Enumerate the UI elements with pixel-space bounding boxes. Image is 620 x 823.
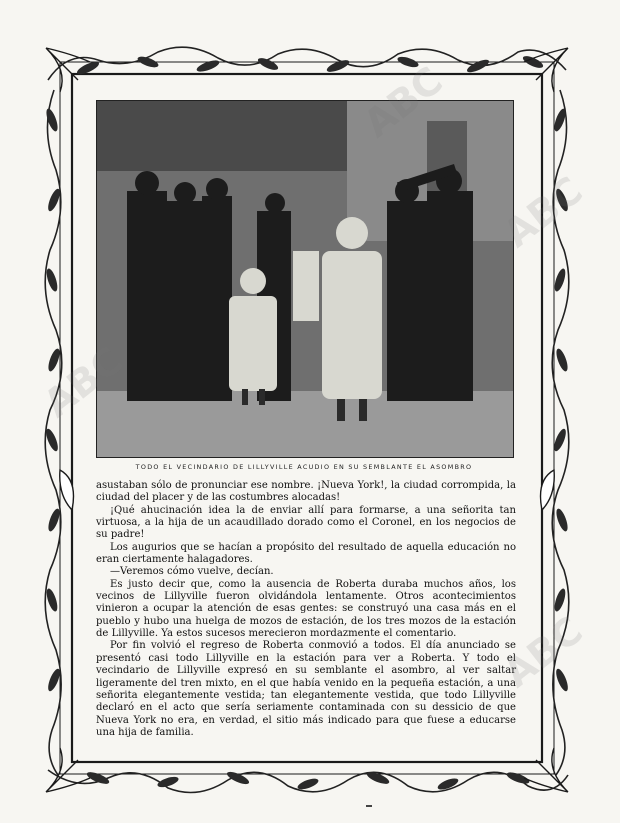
watermark: ABC bbox=[495, 608, 591, 696]
watermark: ABC bbox=[35, 338, 131, 426]
watermark: ABC bbox=[495, 168, 591, 256]
article-paragraph: Los augurios que se hacían a propósito del resultado de aquella educación no eran ciertamente halagadores. bbox=[96, 541, 516, 566]
crowd-photo-icon bbox=[97, 101, 513, 457]
article-paragraph: —Veremos cómo vuelve, decían. bbox=[110, 566, 274, 578]
article-paragraph: asustaban sólo de pronunciar ese nombre. ¡Nueva York!, la ciudad corrompida, la ciudad del placer y de las costumbres alocadas! bbox=[96, 480, 516, 504]
article-paragraph: ¡Qué ahucinación idea la de enviar allí para formarse, a una señorita tan virtuosa, a la hija de un acaudillado dorado como el Coronel, en los negocios de su padre! bbox=[96, 504, 516, 541]
photo-caption: TODO EL VECINDARIO DE LILLYVILLE ACUDIO EN SU SEMBLANTE EL ASOMBRO bbox=[135, 463, 473, 471]
page-mark bbox=[366, 805, 372, 807]
group-photograph bbox=[96, 100, 514, 458]
article-paragraph: Es justo decir que, como la ausencia de Roberta duraba muchos años, los vecinos de Lillyville fueron olvidándola lentamente. Otros acontecimientos vinieron a ocupar la atención de esas gentes: se construyó una casa más en el pueblo y hubo una huelga de mozos de estación, de los tres mozos de la estación de Lillyville. Ya estos sucesos merecieron mordazmente el comentario. bbox=[96, 578, 516, 640]
article-paragraph: Por fin volvió el regreso de Roberta conmovió a todos. El día anunciado se presentó casi todo Lillyville en la estación para ver a Roberta. Y todo el vecindario de Lillyville expresó en su semblante el asombro, al ver saltar ligeramente del tren mixto, en el que había venido en la pequeña estación, a una señorita elegantemente vestida; tan elegantemente vestida, que todo Lillyville declaró en el acto que sería seriamente contaminada con su dessicio de que Nueva York no era, en verdad, el sitio más indicado para que fuese a educarse una hija de familia. bbox=[96, 640, 516, 738]
article-body bbox=[96, 480, 516, 739]
